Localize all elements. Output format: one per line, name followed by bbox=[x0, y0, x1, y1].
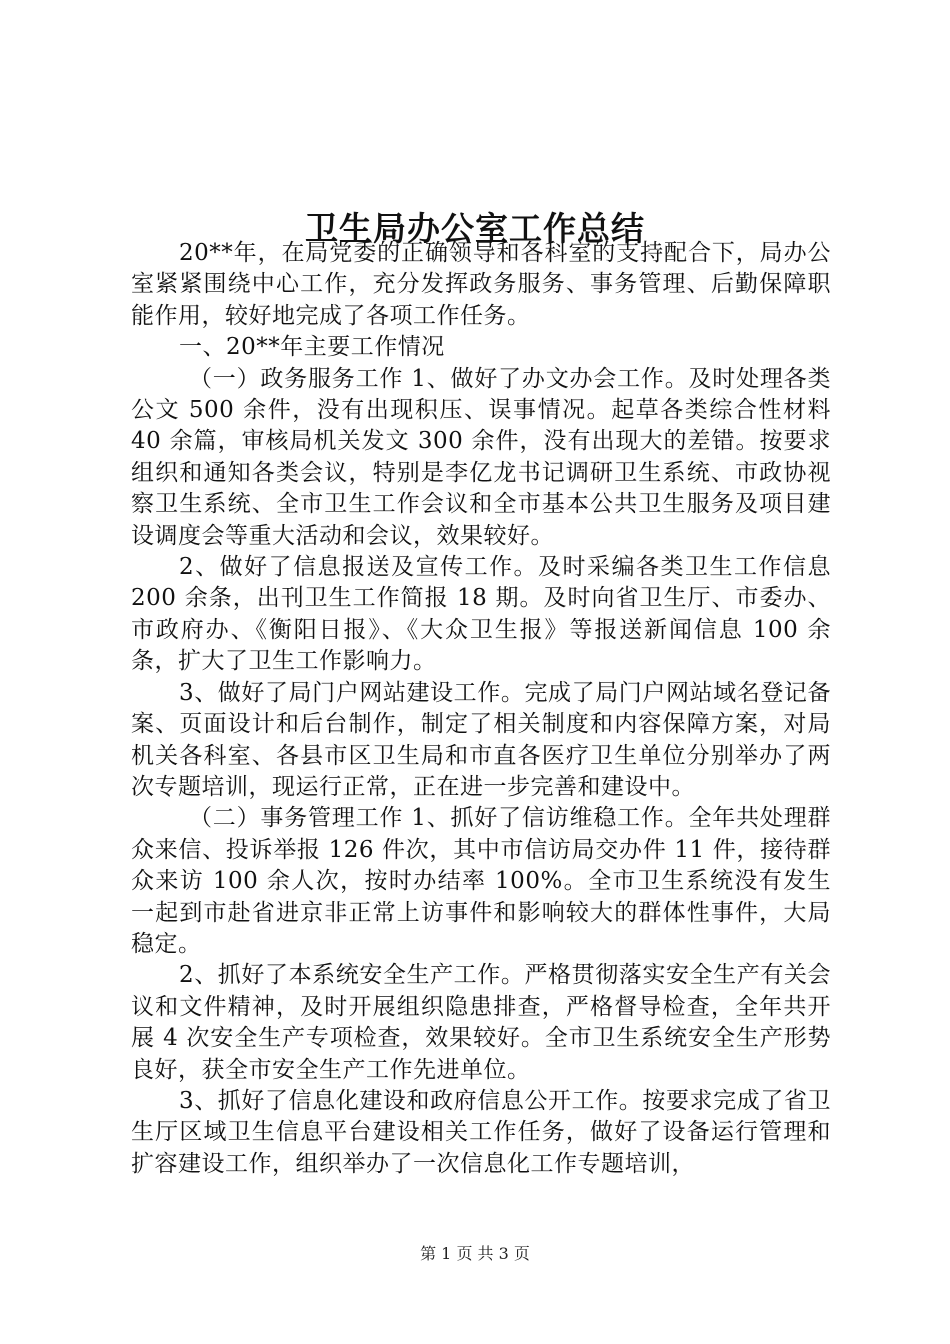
paragraph-informatization: 3、抓好了信息化建设和政府信息公开工作。按要求完成了省卫生厅区域卫生信息平台建设相关工作任务，做好了设备运行管理和扩容建设工作，组织举办了一次信息化工作专题培训， bbox=[131, 1087, 831, 1177]
paragraph-information-reporting: 2、做好了信息报送及宣传工作。及时采编各类卫生工作信息 200 余条，出刊卫生工作简报 18 期。及时向省卫生厅、市委办、市政府办、《衡阳日报》、《大众卫生报》等报送新闻信息 100 余条，扩大了卫生工作影响力。 bbox=[131, 554, 831, 675]
section-heading-main-work: 一、20**年主要工作情况 bbox=[179, 334, 445, 361]
document-title: 卫生局办公室工作总结 bbox=[305, 209, 645, 249]
document-body bbox=[131, 238, 831, 1180]
paragraph-intro: 20**年，在局党委的正确领导和各科室的支持配合下，局办公室紧紧围绕中心工作，充分发挥政务服务、事务管理、后勤保障职能作用，较好地完成了各项工作任务。 bbox=[131, 240, 831, 329]
page-footer: 第 1 页 共 3 页 bbox=[420, 1244, 530, 1263]
paragraph-safety-production: 2、抓好了本系统安全生产工作。严格贯彻落实安全生产有关会议和文件精神，及时开展组织隐患排查，严格督导检查，全年共开展 4 次安全生产专项检查，效果较好。全市卫生系统安全生产形势良好，获全市安全生产工作先进单位。 bbox=[131, 962, 831, 1083]
paragraph-website-construction: 3、做好了局门户网站建设工作。完成了局门户网站域名登记备案、页面设计和后台制作，制定了相关制度和内容保障方案，对局机关各科室、各县市区卫生局和市直各医疗卫生单位分别举办了两次专题培训，现运行正常，正在进一步完善和建设中。 bbox=[131, 679, 831, 800]
paragraph-affairs-management: （二）事务管理工作 1、抓好了信访维稳工作。全年共处理群众来信、投诉举报 126 件次，其中市信访局交办件 11 件，接待群众来访 100 余人次，按时办结率 100%。全市卫生系统没有发生一起到市赴省进京非正常上访事件和影响较大的群体性事件，大局稳定。 bbox=[131, 805, 831, 957]
paragraph-government-service: （一）政务服务工作 1、做好了办文办会工作。及时处理各类公文 500 余件，没有出现积压、误事情况。起草各类综合性材料 40 余篇，审核局机关发文 300 余件，没有出现大的差错。按要求组织和通知各类会议，特别是李亿龙书记调研卫生系统、市政协视察卫生系统、全市卫生工作会议和全市基本公共卫生服务及项目建设调度会等重大活动和会议，效果较好。 bbox=[131, 365, 831, 549]
